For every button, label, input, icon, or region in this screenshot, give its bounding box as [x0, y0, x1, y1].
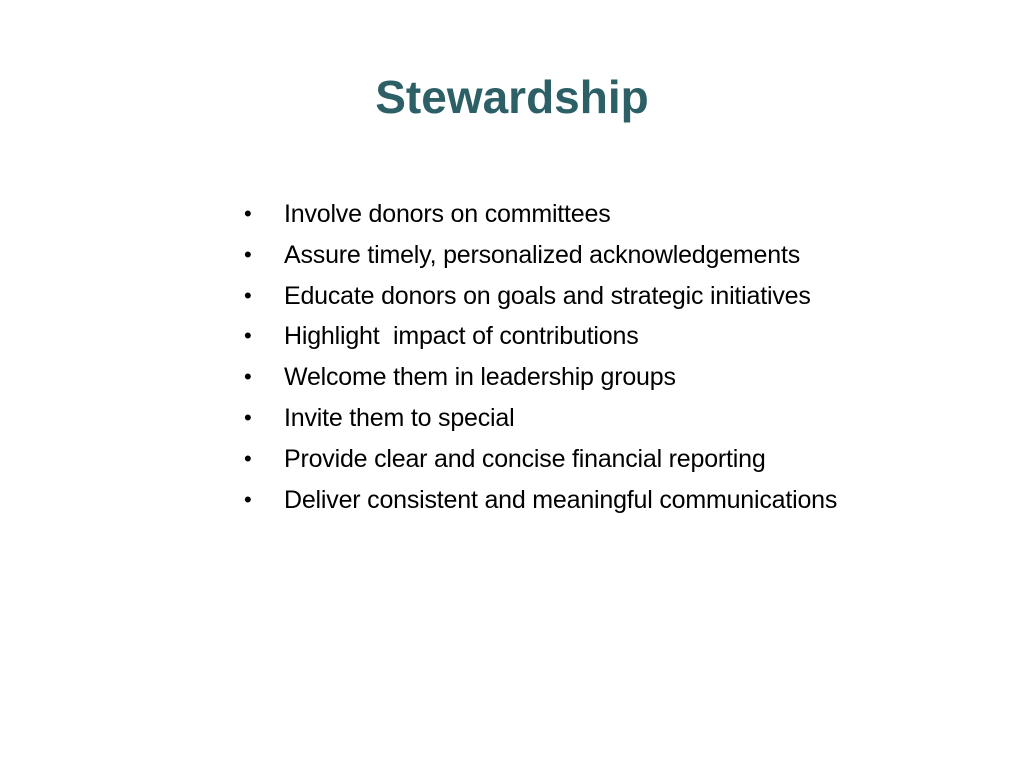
bullet-item: [244, 276, 1014, 317]
bullet-item: [244, 398, 1014, 439]
bullet-dot-icon: •: [244, 445, 252, 471]
bullet-item: [244, 194, 1014, 235]
bullet-text: Educate donors on goals and strategic initiatives: [284, 281, 811, 310]
bullet-item: [244, 480, 1014, 521]
slide-title: Stewardship: [375, 71, 649, 123]
bullet-text: Invite them to special: [284, 403, 515, 432]
bullet-text: Involve donors on committees: [284, 200, 611, 228]
bullet-item: [244, 316, 1014, 357]
bullet-dot-icon: •: [244, 404, 252, 430]
bullet-list: [244, 194, 1014, 520]
bullet-text: Welcome them in leadership groups: [284, 363, 676, 392]
bullet-dot-icon: •: [244, 201, 252, 226]
bullet-dot-icon: •: [244, 323, 252, 349]
bullet-dot-icon: •: [244, 364, 252, 390]
bullet-item: [244, 357, 1014, 398]
bullet-item: [244, 439, 1014, 480]
bullet-text: Provide clear and concise financial reporting: [284, 444, 766, 473]
bullet-dot-icon: •: [244, 282, 252, 308]
bullet-dot-icon: •: [244, 241, 252, 267]
bullet-text: Assure timely, personalized acknowledgements: [284, 240, 800, 269]
bullet-text: Highlight impact of contributions: [284, 322, 639, 351]
bullet-text: Deliver consistent and meaningful communications: [284, 485, 838, 514]
bullet-item: [244, 235, 1014, 276]
bullet-dot-icon: •: [244, 486, 252, 512]
